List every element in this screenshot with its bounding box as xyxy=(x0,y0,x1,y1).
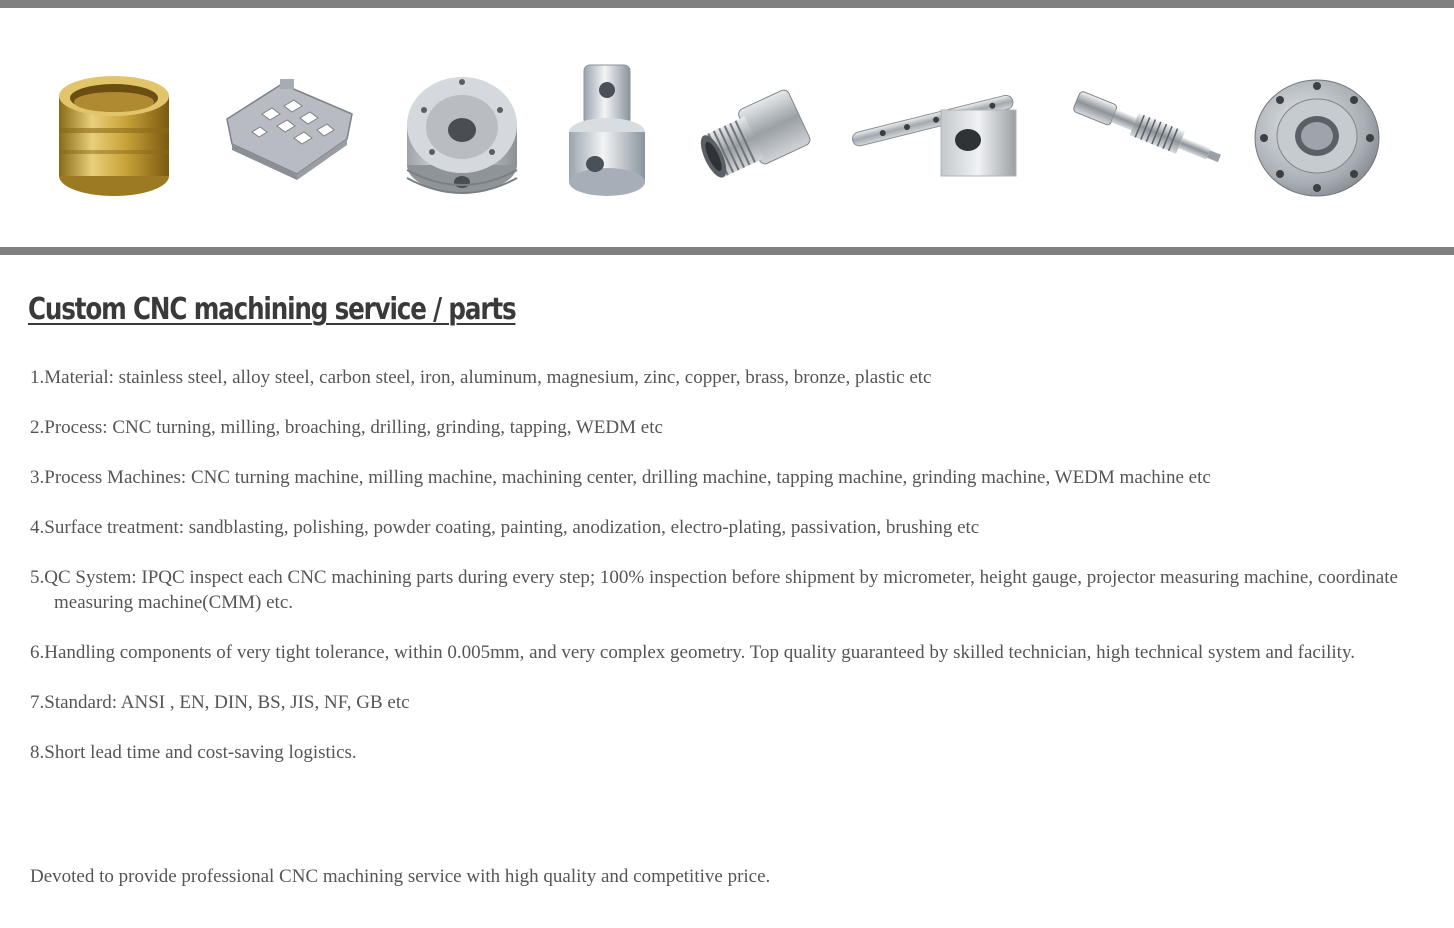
closing-statement: Devoted to provide professional CNC machining service with high quality and competitive price. xyxy=(30,866,771,887)
spec-item-qc-system: 5.QC System: IPQC inspect each CNC machining parts during every step; 100% inspection before shipment by micrometer, height gauge, projector measuring machine, coordinate measuring machine(CMM) etc. xyxy=(30,567,1398,613)
spec-item-material: 1.Material: stainless steel, alloy steel, carbon steel, iron, aluminum, magnesium, zinc, copper, brass, bronze, plastic etc xyxy=(30,367,932,388)
drilled-rod-icon xyxy=(846,80,1021,180)
spec-item-machines: 3.Process Machines: CNC turning machine, milling machine, machining center, drilling machine, tapping machine, grinding machine, WEDM machine etc xyxy=(30,467,1211,488)
sheet-metal-plate-icon xyxy=(222,74,357,184)
spec-item-surface-treatment: 4.Surface treatment: sandblasting, polishing, powder coating, painting, anodization, electro-plating, passivation, brushing etc xyxy=(30,517,980,538)
spec-item-tolerance: 6.Handling components of very tight tolerance, within 0.005mm, and very complex geometry. Top quality guaranteed by skilled technician, high technical system and facility. xyxy=(30,642,1355,663)
square-head-shaft-icon xyxy=(562,60,652,200)
bottom-divider-bar xyxy=(0,247,1454,255)
top-divider-bar xyxy=(0,0,1454,8)
page-title: Custom CNC machining service / parts xyxy=(28,292,516,327)
brass-bushing-icon xyxy=(52,66,182,201)
machined-shaft-icon xyxy=(1066,90,1226,175)
spec-list xyxy=(30,365,1420,790)
product-banner xyxy=(0,8,1454,247)
spec-item-process: 2.Process: CNC turning, milling, broaching, drilling, grinding, tapping, WEDM etc xyxy=(30,417,663,438)
spec-item-standard: 7.Standard: ANSI , EN, DIN, BS, JIS, NF, GB etc xyxy=(30,692,410,713)
aluminum-flange-disc-icon xyxy=(402,70,522,200)
round-flange-icon xyxy=(1250,68,1385,203)
threaded-fitting-icon xyxy=(696,86,816,196)
spec-item-lead-time: 8.Short lead time and cost-saving logistics. xyxy=(30,742,357,763)
